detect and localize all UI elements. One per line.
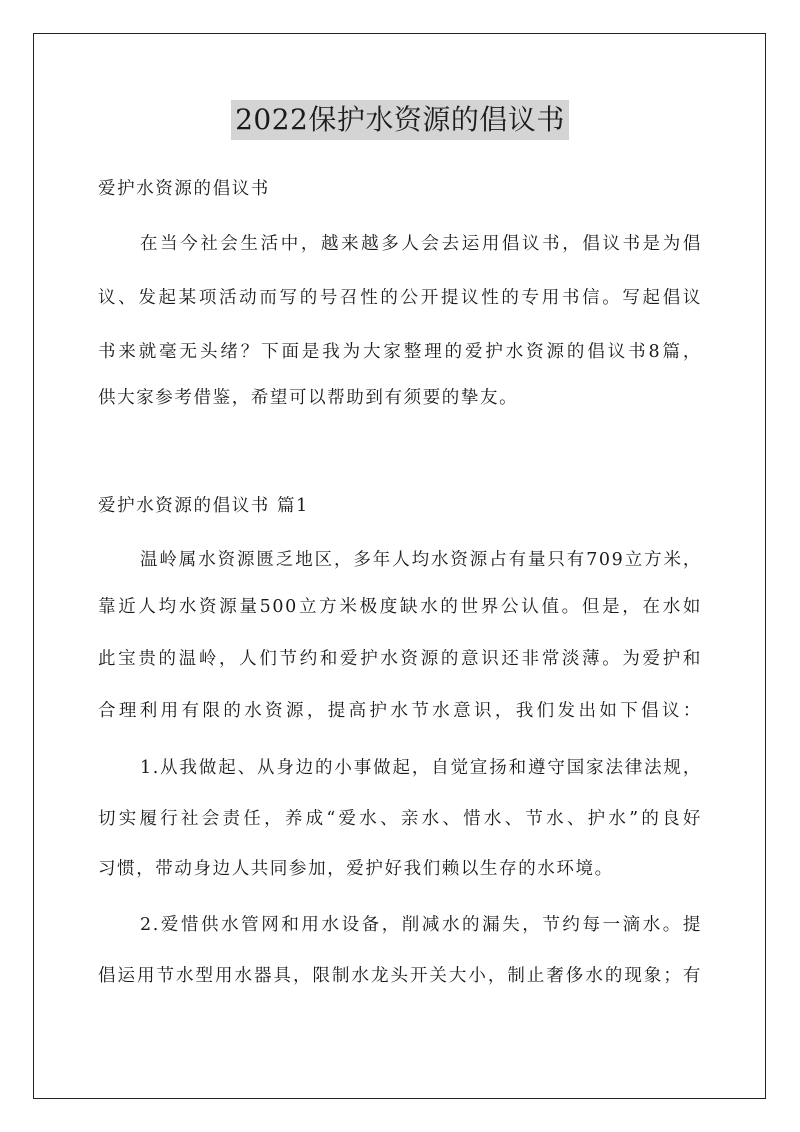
section-paragraph-line: 此宝贵的温岭，人们节约和爱护水资源的意识还非常淡薄。为爱护和 <box>98 649 702 669</box>
list-item-line: 切实履行社会责任，养成“爱水、亲水、惜水、节水、护水”的良好 <box>98 809 702 829</box>
section-paragraph-line: 温岭属水资源匮乏地区，多年人均水资源占有量只有709立方米， <box>140 550 702 570</box>
section-paragraph-line: 合理利用有限的水资源，提高护水节水意识，我们发出如下倡议： <box>98 701 702 721</box>
section-heading: 爱护水资源的倡议书 篇1 <box>98 496 309 516</box>
list-item-line: 2.爱惜供水管网和用水设备，削减水的漏失，节约每一滴水。提 <box>140 915 702 935</box>
intro-line: 供大家参考借鉴，希望可以帮助到有须要的挚友。 <box>98 388 519 408</box>
list-item-line: 1.从我做起、从身边的小事做起，自觉宣扬和遵守国家法律法规， <box>140 758 702 778</box>
intro-line: 在当今社会生活中，越来越多人会去运用倡议书，倡议书是为倡 <box>140 234 702 254</box>
document-title: 2022保护水资源的倡议书 <box>231 100 569 140</box>
intro-line: 议、发起某项活动而写的号召性的公开提议性的专用书信。写起倡议 <box>98 288 702 308</box>
intro-line: 书来就毫无头绪？下面是我为大家整理的爱护水资源的倡议书8篇， <box>98 342 702 362</box>
list-item-line: 习惯，带动身边人共同参加，爱护好我们赖以生存的水环境。 <box>98 859 614 879</box>
section-paragraph-line: 靠近人均水资源量500立方米极度缺水的世界公认值。但是，在水如 <box>98 597 702 617</box>
subtitle: 爱护水资源的倡议书 <box>98 179 270 199</box>
list-item-line: 倡运用节水型用水器具，限制水龙头开关大小，制止奢侈水的现象；有 <box>98 966 702 986</box>
title-container <box>0 100 800 140</box>
